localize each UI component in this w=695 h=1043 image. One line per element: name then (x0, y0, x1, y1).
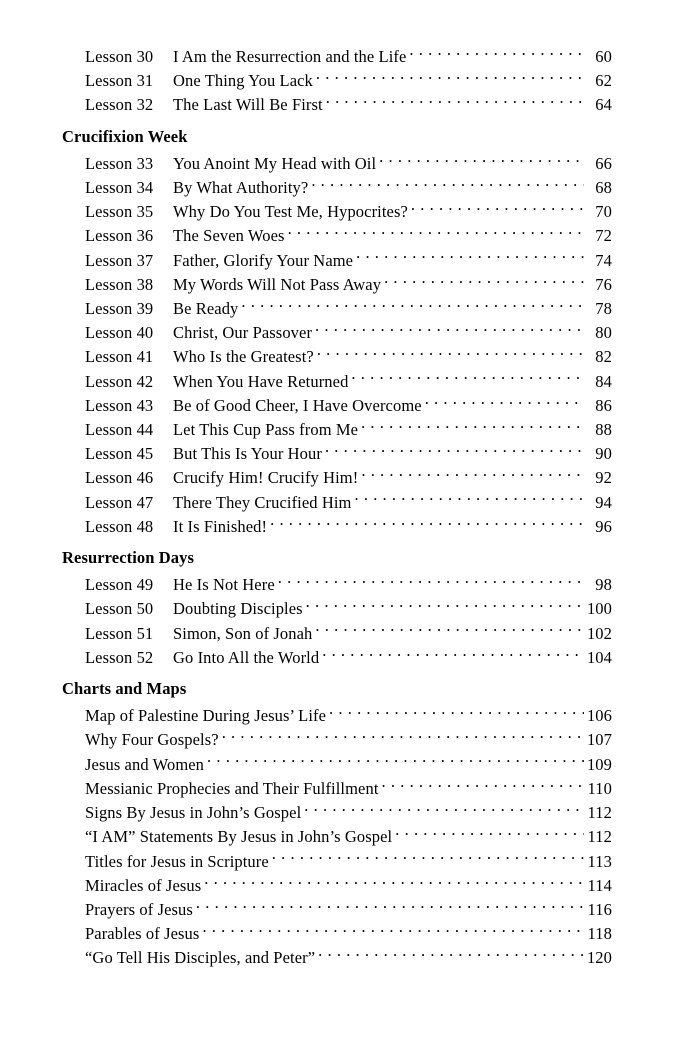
toc-entry-page-number: 96 (595, 516, 612, 536)
toc-entry-number: Lesson 31 (85, 71, 154, 91)
toc-entry-title: Map of Palestine During Jesus’ Life (85, 706, 327, 726)
toc-entry[interactable] (62, 321, 612, 345)
toc-entry-number: Lesson 40 (85, 323, 154, 343)
dot-leader (316, 70, 584, 87)
toc-entry-title: Miracles of Jesus (85, 875, 202, 895)
dot-leader (288, 225, 584, 242)
toc-entry-number: Lesson 36 (85, 226, 154, 246)
toc-entry-number: Lesson 30 (85, 47, 154, 66)
toc-entry[interactable] (62, 297, 612, 321)
dot-leader (304, 802, 584, 819)
toc-entry[interactable] (62, 466, 612, 490)
dot-leader (361, 467, 584, 484)
dot-leader (278, 574, 584, 591)
dot-leader (317, 346, 584, 363)
dot-leader (351, 370, 584, 387)
dot-leader (322, 646, 584, 663)
toc-entry-page-number: 78 (595, 299, 612, 319)
toc-entry-page-number: 100 (586, 599, 612, 619)
toc-entry[interactable] (62, 249, 612, 273)
toc-entry-page-number: 68 (595, 178, 612, 198)
toc-entry-page-number: 102 (586, 623, 612, 643)
toc-entry[interactable] (62, 622, 612, 646)
toc-entry-number: Lesson 46 (85, 468, 154, 488)
toc-entry-page-number: 92 (595, 468, 612, 488)
dot-leader (315, 322, 584, 339)
toc-section-heading: Crucifixion Week (62, 126, 188, 146)
toc-entry-title: Doubting Disciples (173, 599, 303, 619)
toc-entry-title: Prayers of Jesus (85, 899, 193, 919)
toc-entry[interactable] (62, 345, 612, 369)
dot-leader (379, 152, 584, 169)
toc-entry-title: Father, Glorify Your Name (173, 250, 354, 270)
toc-entry-title: Parables of Jesus (85, 924, 200, 944)
toc-entry-page-number: 64 (595, 95, 612, 115)
dot-leader (241, 298, 584, 315)
toc-entry[interactable] (62, 93, 612, 117)
toc-entry[interactable] (62, 442, 612, 466)
toc-entry-number: Lesson 37 (85, 250, 154, 270)
toc-entry[interactable] (62, 491, 612, 515)
toc-entry-title: Go Into All the World (173, 647, 320, 667)
toc-entry-number: Lesson 42 (85, 371, 154, 391)
dot-leader (355, 491, 585, 508)
dot-leader (315, 622, 584, 639)
toc-entry-title: The Seven Woes (173, 226, 285, 246)
toc-section-heading: Resurrection Days (62, 548, 194, 568)
toc-entry-title: Let This Cup Pass from Me (173, 420, 359, 440)
toc-entry-page-number: 98 (595, 575, 612, 595)
toc-entry-title: “I AM” Statements By Jesus in John’s Gospel (85, 827, 393, 847)
toc-entry[interactable] (62, 946, 612, 970)
toc-section-heading: Charts and Maps (62, 679, 187, 699)
toc-entry[interactable] (62, 200, 612, 224)
toc-entry-title: “Go Tell His Disciples, and Peter” (85, 948, 316, 968)
dot-leader (204, 874, 584, 891)
toc-entry[interactable] (62, 704, 612, 728)
toc-entry-number: Lesson 52 (85, 647, 154, 667)
toc-entry-number: Lesson 41 (85, 347, 154, 367)
toc-entry-number: Lesson 33 (85, 153, 154, 173)
toc-entry[interactable] (62, 273, 612, 297)
toc-entry-title: Crucify Him! Crucify Him! (173, 468, 359, 488)
toc-entry-page-number: 109 (586, 754, 612, 774)
dot-leader (356, 249, 584, 266)
toc-entry-title: Be Ready (173, 299, 239, 319)
dot-leader (411, 201, 584, 218)
toc-entry-title: There They Crucified Him (173, 492, 352, 512)
toc-entry-title: Who Is the Greatest? (173, 347, 314, 367)
toc-entry-number: Lesson 47 (85, 492, 154, 512)
toc-entry[interactable] (62, 728, 612, 752)
toc-entry-number: Lesson 35 (85, 202, 154, 222)
toc-entry-number: Lesson 43 (85, 395, 154, 415)
toc-entry-number: Lesson 34 (85, 178, 154, 198)
toc-entry-title: He Is Not Here (173, 575, 275, 595)
dot-leader (382, 777, 584, 794)
toc-entry-page-number: 120 (586, 948, 612, 968)
toc-entry-page-number: 106 (586, 706, 612, 726)
toc-entry[interactable] (62, 922, 612, 946)
toc-entry-title: One Thing You Lack (173, 71, 313, 91)
toc-entry-title: When You Have Returned (173, 371, 349, 391)
dot-leader (425, 394, 584, 411)
toc-entry-title: You Anoint My Head with Oil (173, 153, 377, 173)
toc-entry-number: Lesson 50 (85, 599, 154, 619)
toc-entry[interactable] (62, 394, 612, 418)
dot-leader (326, 94, 584, 111)
toc-entry-title: The Last Will Be First (173, 95, 323, 115)
toc-entry[interactable] (62, 152, 612, 176)
toc-entry-number: Lesson 44 (85, 420, 154, 440)
toc-entry-page-number: 62 (595, 71, 612, 91)
toc-entry-title: It Is Finished! (173, 516, 268, 536)
dot-leader (270, 515, 584, 532)
toc-entry-title: My Words Will Not Pass Away (173, 274, 382, 294)
toc-entry[interactable] (62, 176, 612, 200)
dot-leader (384, 273, 584, 290)
toc-entry-page-number: 88 (595, 420, 612, 440)
dot-leader (222, 729, 584, 746)
toc-entry-number: Lesson 51 (85, 623, 154, 643)
dot-leader (196, 898, 584, 915)
toc-entry[interactable] (62, 825, 612, 849)
toc-entry-number: Lesson 48 (85, 516, 154, 536)
toc-entry-title: Simon, Son of Jonah (173, 623, 313, 643)
toc-entry[interactable] (62, 515, 612, 539)
toc-entry[interactable] (62, 777, 612, 801)
table-of-contents (62, 45, 612, 971)
dot-leader (202, 923, 584, 940)
toc-entry-page-number: 90 (595, 444, 612, 464)
toc-entry-title: Why Four Gospels? (85, 730, 219, 750)
toc-entry-page-number: 114 (587, 875, 612, 895)
toc-entry-page-number: 86 (595, 395, 612, 415)
toc-entry[interactable] (62, 646, 612, 670)
toc-entry[interactable] (62, 370, 612, 394)
toc-entry-page-number: 80 (595, 323, 612, 343)
toc-entry-page-number: 70 (595, 202, 612, 222)
toc-entry-title: Christ, Our Passover (173, 323, 313, 343)
dot-leader (361, 419, 584, 436)
dot-leader (207, 753, 584, 770)
toc-entry-page-number: 60 (595, 47, 612, 66)
toc-entry[interactable] (62, 850, 612, 874)
toc-entry-page-number: 72 (595, 226, 612, 246)
dot-leader (272, 850, 584, 867)
toc-entry-title: Be of Good Cheer, I Have Overcome (173, 395, 422, 415)
toc-entry[interactable] (62, 224, 612, 248)
toc-entry-page-number: 76 (595, 274, 612, 294)
toc-entry-title: Signs By Jesus in John’s Gospel (85, 803, 302, 823)
toc-entry-title: Messianic Prophecies and Their Fulfillment (85, 778, 379, 798)
toc-entry-title: I Am the Resurrection and the Life (173, 47, 407, 66)
toc-entry[interactable] (62, 801, 612, 825)
toc-entry-title: Why Do You Test Me, Hypocrites? (173, 202, 408, 222)
toc-entry-page-number: 74 (595, 250, 612, 270)
toc-entry[interactable] (62, 573, 612, 597)
toc-entry-page-number: 118 (587, 924, 612, 944)
toc-entry-number: Lesson 32 (85, 95, 154, 115)
toc-entry-title: Jesus and Women (85, 754, 205, 774)
toc-entry-page-number: 84 (595, 371, 612, 391)
toc-entry-number: Lesson 39 (85, 299, 154, 319)
toc-entry-page-number: 94 (595, 492, 612, 512)
dot-leader (329, 705, 584, 722)
toc-entry-page-number: 107 (586, 730, 612, 750)
toc-entry[interactable] (62, 418, 612, 442)
toc-entry[interactable] (62, 753, 612, 777)
toc-entry[interactable] (62, 45, 612, 69)
toc-entry-page-number: 66 (595, 153, 612, 173)
toc-entry-page-number: 104 (586, 647, 612, 667)
dot-leader (325, 443, 584, 460)
toc-entry-page-number: 110 (587, 778, 612, 798)
toc-entry-page-number: 82 (595, 347, 612, 367)
dot-leader (395, 826, 584, 843)
toc-entry-page-number: 116 (587, 899, 612, 919)
toc-entry-number: Lesson 38 (85, 274, 154, 294)
dot-leader (306, 598, 584, 615)
toc-entry-title: By What Authority? (173, 178, 309, 198)
toc-entry[interactable] (62, 597, 612, 621)
toc-entry[interactable] (62, 874, 612, 898)
dot-leader (409, 46, 584, 63)
toc-entry-number: Lesson 49 (85, 575, 154, 595)
dot-leader (318, 947, 584, 964)
toc-entry[interactable] (62, 898, 612, 922)
toc-entry-page-number: 113 (587, 851, 612, 871)
toc-entry-page-number: 112 (587, 803, 612, 823)
toc-entry-title: But This Is Your Hour (173, 444, 322, 464)
toc-entry[interactable] (62, 69, 612, 93)
toc-entry-number: Lesson 45 (85, 444, 154, 464)
toc-entry-page-number: 112 (587, 827, 612, 847)
dot-leader (311, 177, 584, 194)
toc-entry-title: Titles for Jesus in Scripture (85, 851, 269, 871)
